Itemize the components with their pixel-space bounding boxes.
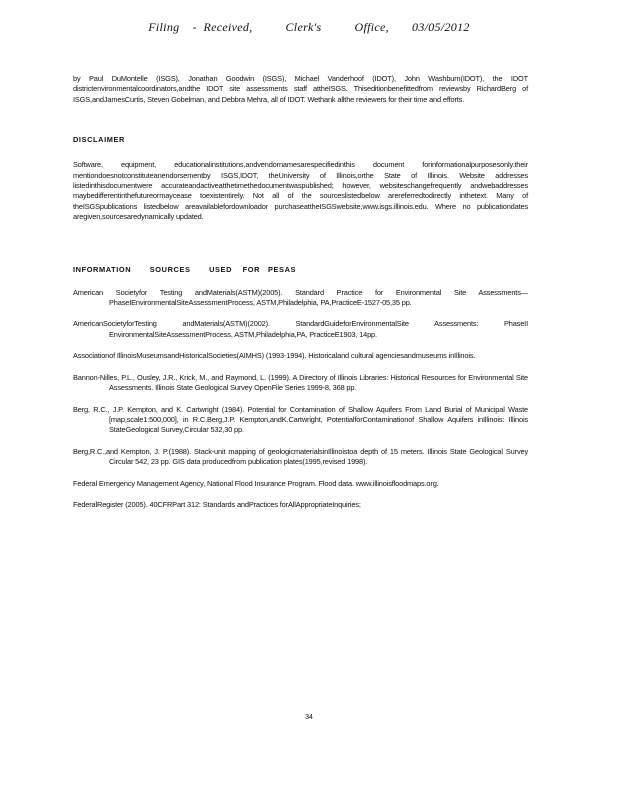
reference-item: Associationof IllinoisMuseumsandHistoricalSocieties(AIMHS) (1993-1994). Historicaland cultural agenciesandmuseums inIllinois.: [73, 351, 476, 361]
reference-item: Federal Emergency Management Agency, National Flood Insurance Program. Flood data. www.illinoisfloodmaps.org.: [73, 478, 439, 488]
reference-item: Berg,R.C.,and Kempton, J. P.(1988). Stack-unit mapping of geologicmaterialsinIllinoistoa depth of 15 meters. Illinois State Geological Survey Circular 542, 23 pp. GIS data producedfrom publication plates(1995,revised 1998).: [73, 446, 528, 467]
sources-heading: INFORMATION SOURCES USED FOR PESAS: [73, 264, 297, 274]
disclaimer-heading: DISCLAIMER: [73, 135, 125, 145]
disclaimer-paragraph: Software, equipment, educationalinstitutions,andvendornamesarespecifiedinthis document forinformationalpurposesonly.their mentiondoesnotconstituteanendorsementby ISGS,IDOT, theUniversity of Illinois,orthe State of Illinois. Website addresses listedinthisdocumentwere accurateandactiveatthetimethedocumentwaspublished; however, websiteschangefrequently andwebaddresses maybedifferentinthefutureormaycease toexistentirely. Not all of the sourceslistedbelow arereferredtodirectly inthetext. Many of theISGSpublications listedbelow areavailablefordownloador purchaseattheISGSwebsite,www.isgs.illinois.edu. Where no publicationdates aregiven,sourcesaredynamically updated.: [73, 160, 528, 222]
reference-item: AmericanSocietyforTesting andMaterials(ASTM)(2002). StandardGuideforEnvironmentalSite Assessments: PhaseII EnvironmentalSiteAssessmentProcess, ASTM,Philadelphia,PA, PracticeE1903, 14pp.: [73, 319, 528, 339]
reference-list: [73, 288, 528, 511]
reference-item: FederalRegister (2005). 40CFRPart 312: Standards andPractices forAllAppropriateInquiries;: [73, 499, 361, 509]
reference-item: American Societyfor Testing andMaterials(ASTM)(2005). Standard Practice for Environmental Site Assessments—PhaseIEnvironmentalSiteAssessmentProcess, ASTM,Philadelphia, PA,PracticeE-1527-05,35 pp.: [73, 287, 528, 308]
page-number: 34: [305, 714, 313, 721]
page-body: [73, 74, 528, 510]
acknowledgment-paragraph: by Paul DuMontelle (ISGS), Jonathan Goodwin (ISGS), Michael Vanderhoof (IDOT), John Washburn(IDOT), the IDOT districtenvironmentalcoordinators,andthe IDOT site assessments staff attheISGS. Thiseditionbenefittedfrom reviewsby RichardBerg of ISGS,andJamesCurtis, Steven Gobelman, and Debbra Mehra, all of IDOT. Wethank allthe reviewers for their time and efforts.: [73, 74, 528, 104]
reference-item: Berg, R.C., J.P. Kempton, and K. Cartwright (1984). Potential for Contamination of Shallow Aquifers From Land Burial of Municipal Waste [map,scale1:500,000], in R.C.Berg,J.P. Kempton,andK.Cartwright, PotentialforContaminationof Shallow Aquifers inIllinois: Illinois StateGeological Survey,Circular 532,30 pp.: [73, 404, 528, 435]
reference-item: Bannon-Nilles, P.L., Ousley, J.R., Krick, M., and Raymond, L. (1999). A Directory of Illinois Libraries: Historical Resources for Environmental Site Assessments. Illinois State Geological Survey OpenFile Series 1999-8, 368 pp.: [73, 372, 528, 393]
page-header: Filing - Received, Clerk's Office, 03/05/2012: [148, 20, 470, 34]
